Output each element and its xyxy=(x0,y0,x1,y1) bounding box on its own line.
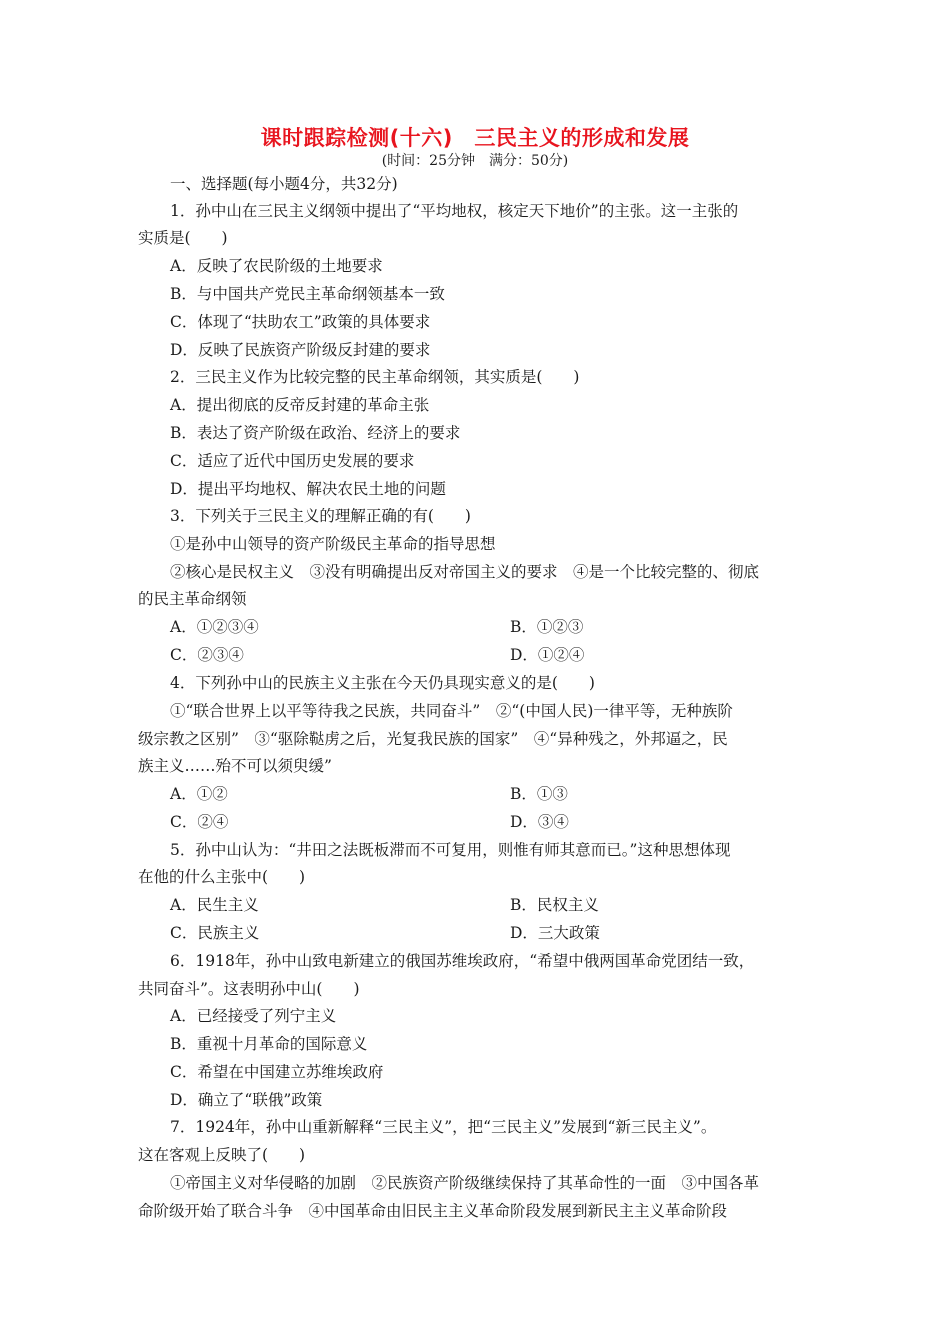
question-7-stem: 7．1924年，孙中山重新解释“三民主义”，把“三民主义”发展到“新三民主义”。 xyxy=(170,1118,717,1136)
question-4-option-d: D．③④ xyxy=(510,813,569,831)
question-4-option-b: B．①③ xyxy=(510,785,568,803)
question-3-option-c: C．②③④ xyxy=(170,646,244,664)
question-5-stem: 5．孙中山认为：“井田之法既板滞而不可复用，则惟有师其意而已。”这种思想体现 xyxy=(170,841,731,859)
question-4-statements-cont-2: 族主义……殆不可以须臾缓” xyxy=(138,757,332,775)
question-3-statement-1: ①是孙中山领导的资产阶级民主革命的指导思想 xyxy=(170,535,496,553)
question-1-option-b: B．与中国共产党民主革命纲领基本一致 xyxy=(170,285,445,303)
question-7-statements: ①帝国主义对华侵略的加剧 ②民族资产阶级继续保持了其革命性的一面 ③中国各革 xyxy=(170,1174,760,1192)
question-4-statements: ①“联合世界上以平等待我之民族，共同奋斗” ②“(中国人民)一律平等，无种族阶 xyxy=(170,702,733,720)
question-5-option-a: A．民生主义 xyxy=(170,896,259,914)
question-5-option-c: C．民族主义 xyxy=(170,924,260,942)
question-2-option-c: C．适应了近代中国历史发展的要求 xyxy=(170,452,415,470)
question-7-statements-cont: 命阶级开始了联合斗争 ④中国革命由旧民主主义革命阶段发展到新民主主义革命阶段 xyxy=(138,1202,728,1220)
question-3-option-d: D．①②④ xyxy=(510,646,585,664)
question-6-stem-cont: 共同奋斗”。这表明孙中山( ) xyxy=(138,980,360,998)
question-7-stem-cont: 这在客观上反映了( ) xyxy=(138,1146,306,1164)
question-6-option-c: C．希望在中国建立苏维埃政府 xyxy=(170,1063,384,1081)
question-3-option-b: B．①②③ xyxy=(510,618,584,636)
question-3-stem: 3．下列关于三民主义的理解正确的有( ) xyxy=(170,507,471,525)
question-6-option-b: B．重视十月革命的国际意义 xyxy=(170,1035,368,1053)
question-3-statement-2-cont: 的民主革命纲领 xyxy=(138,590,247,608)
page-subtitle: (时间：25分钟 满分：50分) xyxy=(381,153,569,169)
question-6-stem: 6．1918年，孙中山致电新建立的俄国苏维埃政府，“希望中俄两国革命党团结一致， xyxy=(170,952,755,970)
question-6-option-d: D．确立了“联俄”政策 xyxy=(170,1091,323,1109)
question-2-option-b: B．表达了资产阶级在政治、经济上的要求 xyxy=(170,424,461,442)
question-2-stem: 2．三民主义作为比较完整的民主革命纲领，其实质是( ) xyxy=(170,368,580,386)
question-4-statements-cont: 级宗教之区别” ③“驱除鞑虏之后，光复我民族的国家” ④“异种残之，外邦逼之，民 xyxy=(138,730,728,748)
question-1-stem: 1．孙中山在三民主义纲领中提出了“平均地权，核定天下地价”的主张。这一主张的 xyxy=(170,202,739,220)
question-5-stem-cont: 在他的什么主张中( ) xyxy=(138,868,306,886)
question-4-option-a: A．①② xyxy=(170,785,228,803)
question-1-stem-cont: 实质是( ) xyxy=(138,229,228,247)
question-2-option-a: A．提出彻底的反帝反封建的革命主张 xyxy=(170,396,430,414)
question-3-option-a: A．①②③④ xyxy=(170,618,259,636)
question-3-statement-2: ②核心是民权主义 ③没有明确提出反对帝国主义的要求 ④是一个比较完整的、彻底 xyxy=(170,563,760,581)
page-title: 课时跟踪检测(十六) 三民主义的形成和发展 xyxy=(260,126,690,150)
question-1-option-c: C．体现了“扶助农工”政策的具体要求 xyxy=(170,313,431,331)
question-4-option-c: C．②④ xyxy=(170,813,229,831)
question-1-option-d: D．反映了民族资产阶级反封建的要求 xyxy=(170,341,431,359)
question-5-option-d: D．三大政策 xyxy=(510,924,600,942)
question-5-option-b: B．民权主义 xyxy=(510,896,599,914)
section-heading: 一、选择题(每小题4分，共32分) xyxy=(170,175,398,193)
question-1-option-a: A．反映了农民阶级的土地要求 xyxy=(170,257,383,275)
question-2-option-d: D．提出平均地权、解决农民土地的问题 xyxy=(170,480,446,498)
question-6-option-a: A．已经接受了列宁主义 xyxy=(170,1007,337,1025)
question-4-stem: 4．下列孙中山的民族主义主张在今天仍具现实意义的是( ) xyxy=(170,674,595,692)
